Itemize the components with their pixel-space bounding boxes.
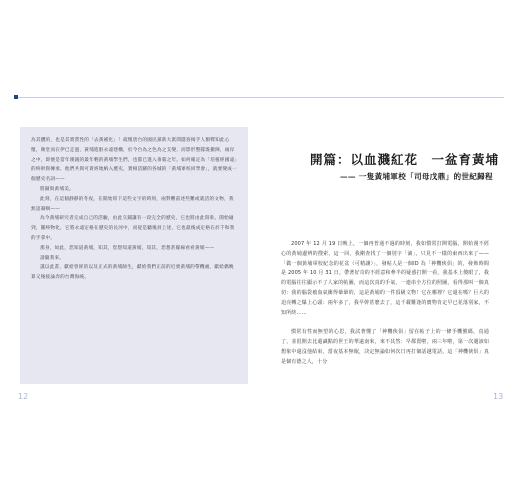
right-paragraph: 2007 年 12 月 19 日晚上，一個再普通不過的時刻，我如慣常打開電腦，開始漫不經心的黃埔邊辨的搜索，這一回，我剛查找了一個別字「滴」，只見不一樣的東西出來了——「做一個黃埔軍校紀念的花盆（可精讓）」，發帖人是一個ID 為「神機俠侶」的，發佈時間是 2005 年 10 月 31 日。帶著好奇的不經意和參半的疑惑打開一看，我基本上傻眼了，我的電腦往往顯示不了人家的帖圖，而這次真的手氣，一連串全方位的照圖，看得那叫一個真切：我的腦袋被血氣衝得暈暈的，這是黃埔的一件頂級文物！它在哪裡？它還在嗎？巨大的迫亮轉之爆上心頭：兩年多了，我早幹甚麼去了，這千載難逢的寶物肯定早已花落別家，不知所終…… [281,241,489,316]
left-paragraph: 此刻，在這個靜靜的冬夜，在開始寫下這些文字的時刻，兩對難前述些難或就活的文物，我無語凝咽—— [31,196,234,212]
right-page-body [281,240,489,377]
left-paragraph: 為其體的，也是其實質性的「去黃補化」！疏懷唐台的國民黨新大派間隱客揭手人類釋知此心懷，衛堂而在伊已走過，黃埔進駐永遠建構，於今台為之色為之支變，而影形整隊既撤陣，兩岸之中，即便是當年漢親的最年輕的黃埔學生們，也都已進入垂暮之年。如何確定為「培植經國遠」的終幹與傳承，他們共與可貴經地納入歷史，實相活躍的各城的「黃埔軍校同學會」，就要變成一個歷史名詞—— [31,138,237,183]
left-paragraph: 請隨我來。 [40,255,65,261]
right-page-number: 13 [493,392,504,401]
left-paragraph: 謹以此書，獻給曾經的以及正式的黃埔師生，獻給我們正前的近發黃埔的帶機處，獻給偶晚算又後接論奔的台灣海峽。 [31,265,234,281]
left-page-number: 12 [18,392,29,401]
left-paragraph: 為今黃埔研究者完成自己的活驗，由此交鋪讓有一段完全的歷史，它也將由此寫垂。開始碰到，羅終物化，它將永遠定格在歷史的長河中，而從是聽後員上述，它也最後成定格在於千和我的手掌中。 [31,216,235,241]
left-page-body [31,136,237,283]
right-paragraph: 慣常有性而無望的心思，我試著懂了「神機俠侶」留在帖子上的一條手機號碼，真通了，並很開去比還識點的世王的華遠南來，來不其然：早都賣啦，兩三年啦，第一次邁該如想象中還沒他結束，當夜基本無眠，決定無論如何次日再打個話越電話，這「神機俠侶」真是個有德之人，十分 [281,329,489,365]
left-paragraph: 那身，如此，您知道黃埔，知其，您想知道黃埔，知其，您想甚嫁線看看黃埔—— [40,245,215,251]
header-rule-marker [14,95,18,99]
chapter-subtitle: —— 一隻黃埔軍校「司母戊鼎」的世紀歸程 [340,172,493,181]
left-paragraph: 將歸與黃埔美。 [40,186,74,192]
header-rule [16,97,504,98]
chapter-title: 開篇：以血濺紅花 一盆育黃埔 [310,152,500,167]
